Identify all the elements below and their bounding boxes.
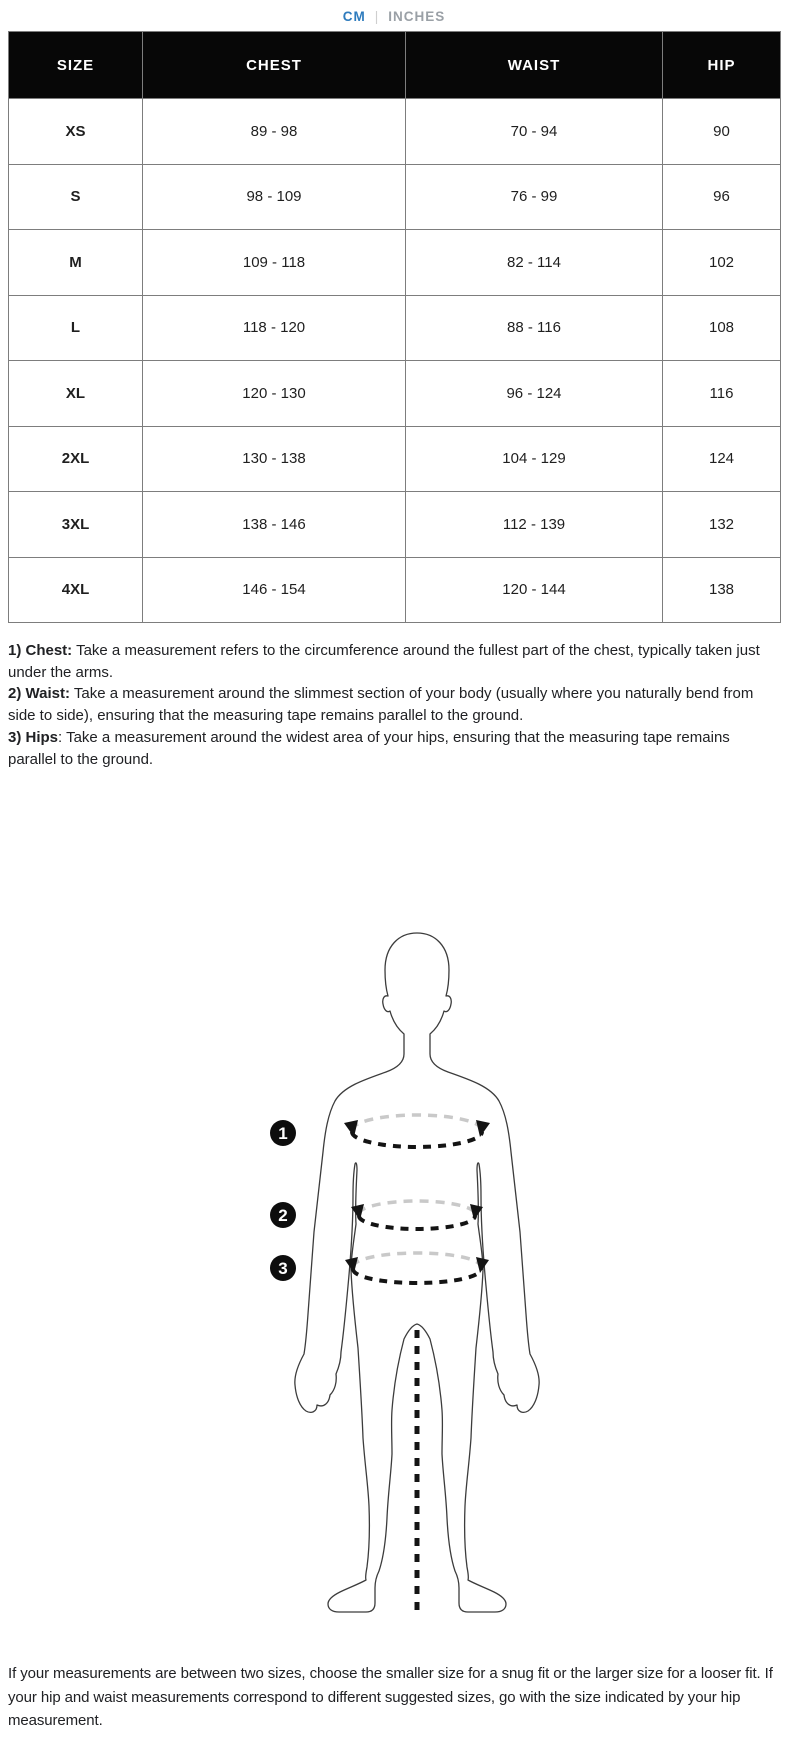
waist-value: 76 - 99: [406, 164, 663, 230]
unit-tabs: [0, 0, 788, 24]
table-row: [9, 295, 781, 361]
table-row: [9, 164, 781, 230]
instruction-chest: [8, 640, 780, 683]
hip-value: 132: [663, 492, 781, 558]
hip-value: 102: [663, 230, 781, 296]
svg-text:1: 1: [278, 1124, 288, 1144]
marker-2-badge: [270, 1202, 296, 1228]
col-header-waist: WAIST: [406, 32, 663, 99]
instruction-chest-text: Take a measurement refers to the circumference around the fullest part of the chest, typically taken just under the arms.: [8, 642, 760, 681]
size-label: 3XL: [9, 492, 143, 558]
instruction-hips: [8, 727, 780, 770]
size-label: M: [9, 230, 143, 296]
tab-divider: |: [374, 9, 380, 24]
body-diagram: [240, 918, 560, 1638]
col-header-size: SIZE: [9, 32, 143, 99]
size-label: L: [9, 295, 143, 361]
measurement-instructions: [8, 640, 780, 770]
table-row: [9, 99, 781, 165]
chest-value: 138 - 146: [143, 492, 406, 558]
instruction-waist-label: 2) Waist:: [8, 685, 70, 703]
waist-value: 104 - 129: [406, 426, 663, 492]
hip-value: 124: [663, 426, 781, 492]
size-label: 2XL: [9, 426, 143, 492]
waist-value: 82 - 114: [406, 230, 663, 296]
size-table: [8, 31, 781, 623]
chest-value: 109 - 118: [143, 230, 406, 296]
hip-value: 138: [663, 557, 781, 623]
instruction-hips-text: : Take a measurement around the widest area of your hips, ensuring that the measuring tape remains parallel to the ground.: [8, 728, 730, 768]
hip-value: 116: [663, 361, 781, 427]
instruction-chest-label: 1) Chest:: [8, 642, 73, 659]
marker-1-badge: [270, 1120, 296, 1146]
size-label: XS: [9, 99, 143, 165]
size-label: XL: [9, 361, 143, 427]
table-row: [9, 230, 781, 296]
hip-value: 96: [663, 164, 781, 230]
tab-inches[interactable]: INCHES: [388, 9, 446, 24]
waist-value: 70 - 94: [406, 99, 663, 165]
instruction-hips-label: 3) Hips: [8, 728, 59, 746]
col-header-hip: HIP: [663, 32, 781, 99]
hip-value: 108: [663, 295, 781, 361]
hip-value: 90: [663, 99, 781, 165]
svg-text:3: 3: [278, 1259, 288, 1279]
waist-value: 96 - 124: [406, 361, 663, 427]
chest-value: 120 - 130: [143, 361, 406, 427]
chest-value: 89 - 98: [143, 99, 406, 165]
chest-value: 98 - 109: [143, 164, 406, 230]
table-row: [9, 426, 781, 492]
waist-value: 88 - 116: [406, 295, 663, 361]
instruction-waist-text: Take a measurement around the slimmest section of your body (usually where you naturally bend from side to side), ensuring that the measuring tape remains parallel to the ground.: [8, 685, 754, 725]
size-label: 4XL: [9, 557, 143, 623]
chest-value: 146 - 154: [143, 557, 406, 623]
table-row: [9, 492, 781, 558]
tab-cm[interactable]: CM: [342, 9, 366, 24]
body-diagram-svg: [240, 918, 560, 1638]
waist-value: 120 - 144: [406, 557, 663, 623]
table-row: [9, 361, 781, 427]
marker-3-badge: [270, 1255, 296, 1281]
table-header-row: [9, 32, 781, 99]
col-header-chest: CHEST: [143, 32, 406, 99]
size-label: S: [9, 164, 143, 230]
instruction-waist: [8, 683, 780, 726]
waist-value: 112 - 139: [406, 492, 663, 558]
chest-value: 118 - 120: [143, 295, 406, 361]
chest-value: 130 - 138: [143, 426, 406, 492]
fit-advice-note: If your measurements are between two sizes, choose the smaller size for a snug fit or the larger size for a looser fit. If your hip and waist measurements correspond to different suggested sizes, go with the size indicated by your hip measurement.: [8, 1665, 773, 1730]
svg-text:2: 2: [278, 1206, 288, 1226]
table-row: [9, 557, 781, 623]
